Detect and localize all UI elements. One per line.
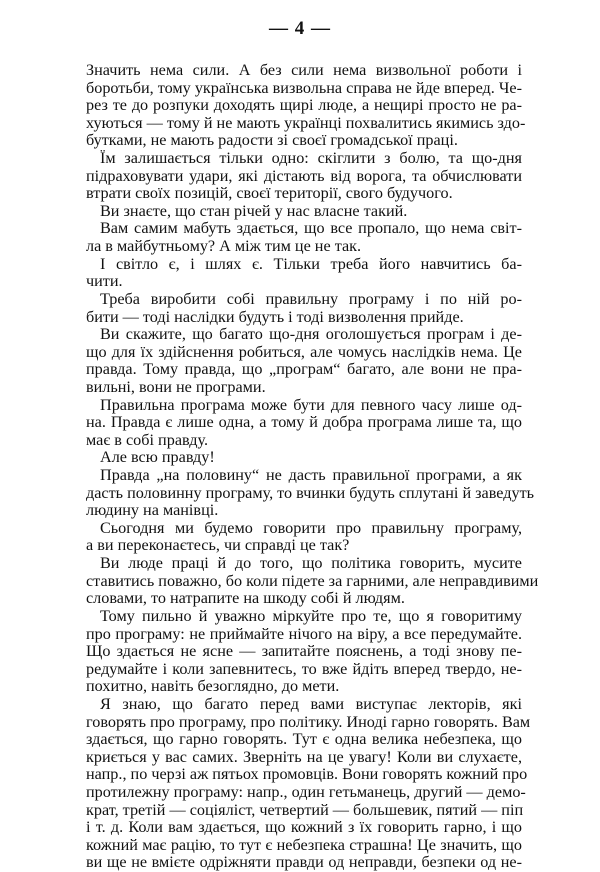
text-line: бити — тоді наслідки будуть і тоді визволення прийде. xyxy=(86,307,464,326)
text-line: Правда „на половину“ не дасть правильної програми, а як xyxy=(100,466,522,485)
text-line: втрати своїх позицій, своєї території, свого будучого. xyxy=(86,184,453,203)
text-line: правда. Тому правда, що „програм“ багато, але вони не пра- xyxy=(86,360,522,379)
text-line: на. Правда є лише одна, а тому й добра програма лише та, що xyxy=(86,413,522,432)
text-line: вильні, вони не програми. xyxy=(86,377,266,396)
text-line: Тому пильно й уважно міркуйте про те, що я говоритиму xyxy=(100,606,522,625)
text-line: підраховувати удари, які дістають від ворога, та обчислювати xyxy=(86,166,522,185)
text-line: похитно, навіть безоглядно, до мети. xyxy=(86,677,340,696)
text-line: ви ще не вмієте одріжняти правди од неправди, безпеки од не- xyxy=(86,853,522,872)
text-line: а ви переконаєтесь, чи справді це так? xyxy=(86,536,350,555)
text-line: криється у вас самих. Зверніть на це увагу! Коли ви слухаєте, xyxy=(86,747,522,766)
body-text xyxy=(86,61,539,872)
text-line: словами, то натрапите на шкоду собі й людям. xyxy=(86,589,405,608)
text-line: здається, що гарно говорять. Тут є одна велика небезпека, що xyxy=(86,730,522,749)
text-line: Треба виробити собі правильну програму і по ній ро- xyxy=(100,289,522,308)
text-line: хуються — тому й не мають українці похвалитись якимись здо- xyxy=(86,113,526,132)
text-line: Ви знаєте, що стан річей у нас власне такий. xyxy=(100,201,408,220)
text-line: напр., по черзі аж пятьох промовців. Вони говорять кожний про xyxy=(86,765,528,784)
text-line: протилежну програму: напр., один гетьманець, другий — демо- xyxy=(86,782,526,801)
text-line: ла в майбутньому? А між тим це не так. xyxy=(86,237,362,256)
text-line: Вам самим мабуть здається, що все пропало, що нема світ- xyxy=(100,219,522,238)
text-line: Ви люде праці й до того, що політика говорить, мусите xyxy=(100,554,522,573)
text-line: Що здається не ясне — запитайте пояснень, а тоді знову пе- xyxy=(86,642,522,661)
text-line: кожний має рацію, то тут є небезпека страшна! Це значить, що xyxy=(86,835,522,854)
text-line: рез те до розпуки доходять щирі люде, а нещирі просто не ра- xyxy=(86,96,522,115)
text-line: має в собі правду. xyxy=(86,430,208,449)
text-line: і т. д. Коли вам здається, що кожний з їх говорить гарно, і що xyxy=(86,818,522,837)
text-line: про програму: не приймайте нічого на віру, а все передумайте. xyxy=(86,624,522,643)
text-line: редумайте і коли запевнитесь, то вже йдіть вперед твердо, не- xyxy=(86,659,522,678)
text-line: Сьогодня ми будемо говорити про правильну програму, xyxy=(100,518,522,537)
text-line: боротьби, тому українська визвольна справа не йде вперед. Че- xyxy=(86,78,522,97)
text-line: бутками, не мають радости зі своєї громадської праці. xyxy=(86,131,458,150)
text-line: дасть половинну програму, то вчинки будуть сплутані й заведуть xyxy=(86,483,535,502)
text-line: крат, третій — соціяліст, четвертий — большевик, пятий — піп xyxy=(86,800,524,819)
text-line: Ви скажите, що багато що-дня оголошується програм і де- xyxy=(100,325,522,344)
text-line: Значить нема сили. А без сили нема визвольної роботи і xyxy=(86,61,522,79)
text-line: Правильна програма може бути для певного часу лише од- xyxy=(100,395,522,414)
text-line: Я знаю, що багато перед вами виступає лекторів, які xyxy=(100,694,522,713)
text-line: ставитись поважно, бо коли підете за гарними, але неправдивими xyxy=(86,571,539,590)
text-line: людину на манівці. xyxy=(86,501,219,520)
text-line: чити. xyxy=(86,272,123,291)
page-number: — 4 — xyxy=(269,18,331,39)
text-line: що для їх здійснення робиться, але чомусь наслідків нема. Це xyxy=(86,342,522,361)
text-line: Їм залишається тільки одно: скіглити з болю, та що-дня xyxy=(100,149,522,168)
text-line: Але всю правду! xyxy=(100,448,215,467)
text-line: говорять про програму, про політику. Иноді гарно говорять. Вам xyxy=(86,712,531,731)
text-line: І світло є, і шлях є. Тільки треба його навчитись ба- xyxy=(100,254,522,273)
